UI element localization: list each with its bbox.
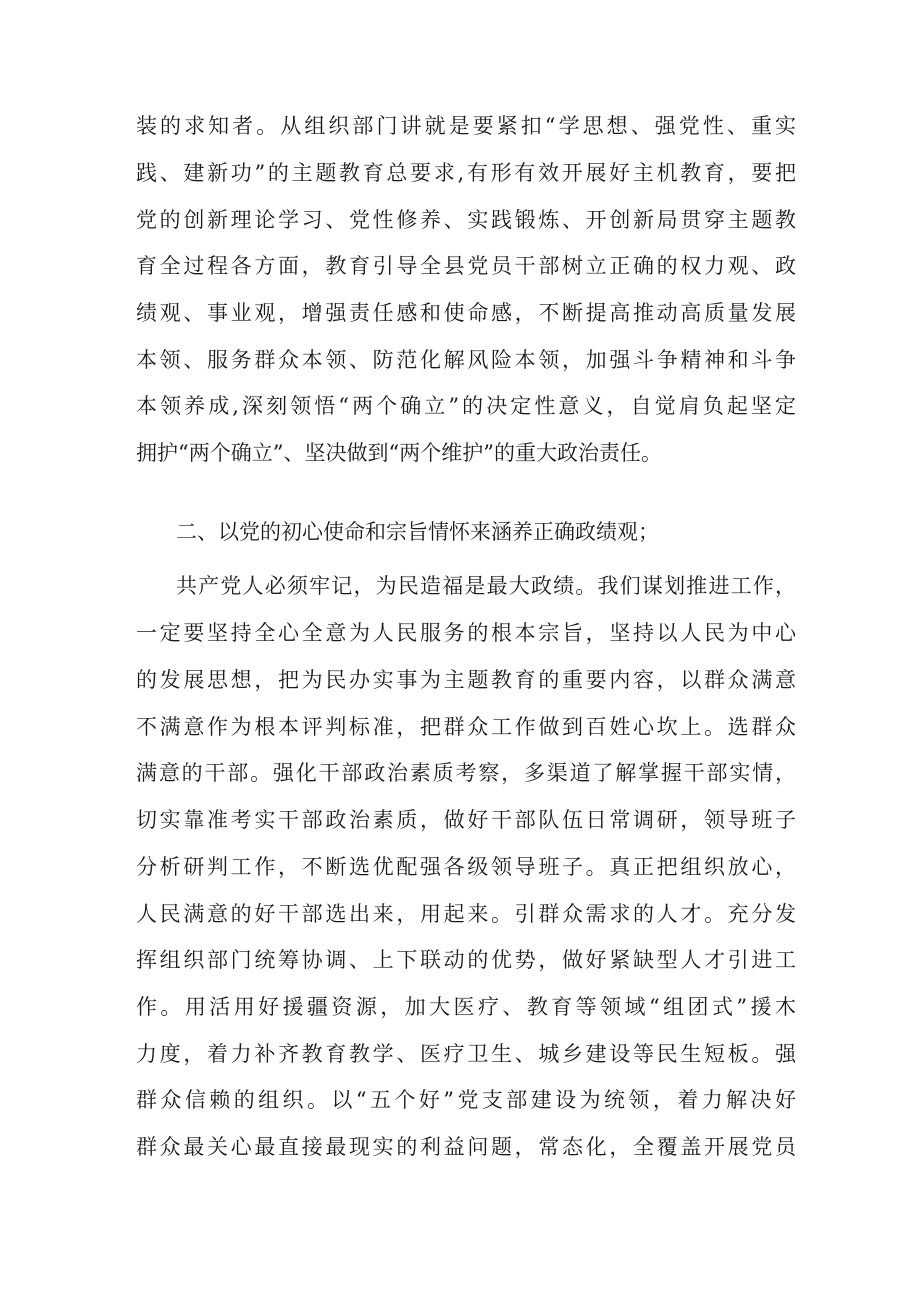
text-line: 绩观、事业观，增强责任感和使命感，不断提高推动高质量发展 [136, 301, 796, 325]
text-line: 党的创新理论学习、党性修养、实践锻炼、开创新局贯穿主题教 [136, 208, 796, 232]
text-line: 挥组织部门统筹协调、上下联动的优势，做好紧缺型人才引进工 [136, 948, 796, 972]
text-line: 群众信赖的组织。以“五个好”党支部建设为统领，着力解决好 [136, 1088, 796, 1112]
text-line: 人民满意的好干部选出来，用起来。引群众需求的人才。充分发 [136, 902, 796, 926]
text-line: 力度，着力补齐教育教学、医疗卫生、城乡建设等民生短板。强 [136, 1042, 796, 1066]
text-line: 一定要坚持全心全意为人民服务的根本宗旨，坚持以人民为中心 [136, 621, 796, 645]
text-line: 本领、服务群众本领、防范化解风险本领，加强斗争精神和斗争 [136, 348, 796, 372]
text-line: 满意的干部。强化干部政治素质考察，多渠道了解掌握干部实情， [136, 761, 796, 785]
text-line: 的发展思想，把为民办实事为主题教育的重要内容，以群众满意 [136, 668, 796, 692]
text-line: 本领养成,深刻领悟“两个确立”的决定性意义，自觉肩负起坚定 [136, 394, 796, 418]
text-line: 育全过程各方面，教育引导全县党员干部树立正确的权力观、政 [136, 254, 796, 278]
text-line: 分析研判工作，不断选优配强各级领导班子。真正把组织放心， [136, 855, 796, 879]
text-line: 切实靠准考实干部政治素质，做好干部队伍日常调研，领导班子 [136, 808, 796, 832]
text-line: 装的求知者。从组织部门讲就是要紧扣“学思想、强党性、重实 [136, 114, 796, 138]
text-line: 拥护“两个确立”、坚决做到“两个维护”的重大政治责任。 [136, 441, 662, 465]
section-heading: 二、以党的初心使命和宗旨情怀来涵养正确政绩观； [176, 520, 659, 544]
text-line: 作。用活用好援疆资源，加大医疗、教育等领域“组团式”援木 [136, 995, 796, 1019]
text-line: 践、建新功”的主题教育总要求,有形有效开展好主机教育，要把 [136, 161, 796, 185]
text-line: 群众最关心最直接最现实的利益问题，常态化，全覆盖开展党员 [136, 1135, 796, 1159]
text-line: 不满意作为根本评判标准，把群众工作做到百姓心坎上。选群众 [136, 715, 796, 739]
text-line: 共产党人必须牢记，为民造福是最大政绩。我们谋划推进工作， [176, 574, 796, 598]
